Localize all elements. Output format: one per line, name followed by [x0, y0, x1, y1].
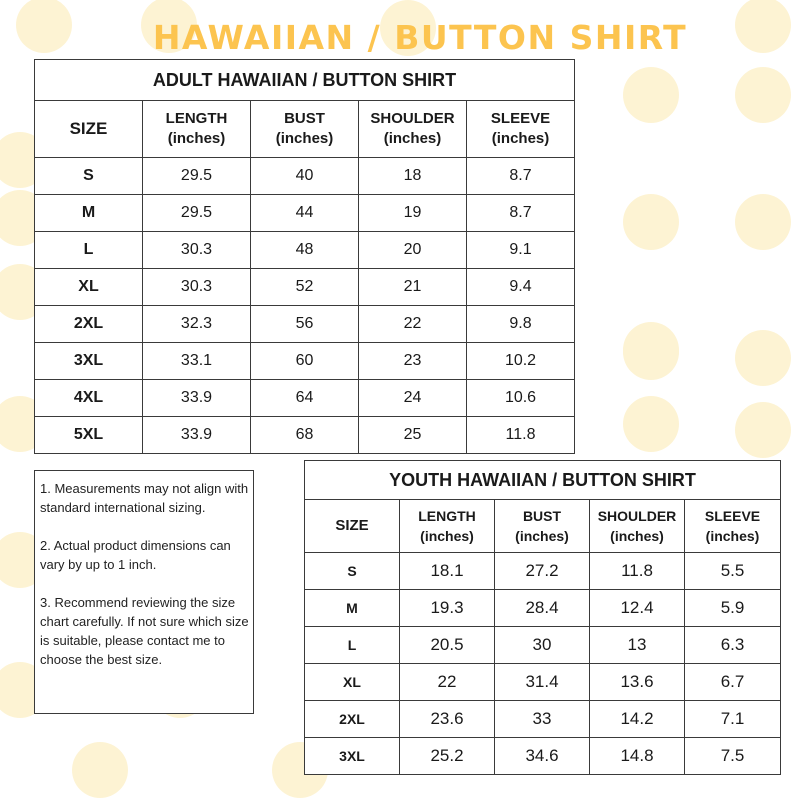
value-cell: 19 — [359, 195, 467, 232]
value-cell: 25.2 — [400, 738, 495, 775]
youth-row-m — [305, 590, 781, 627]
value-cell: 6.3 — [685, 627, 781, 664]
adult-table-body — [35, 158, 575, 454]
size-cell: 4XL — [35, 380, 143, 417]
value-cell: 9.4 — [467, 269, 575, 306]
size-cell: XL — [305, 664, 400, 701]
value-cell: 6.7 — [685, 664, 781, 701]
value-cell: 29.5 — [143, 158, 251, 195]
value-cell: 29.5 — [143, 195, 251, 232]
value-cell: 14.8 — [590, 738, 685, 775]
note-2: 2. Actual product dimensions can vary by up to 1 inch. — [40, 538, 231, 572]
size-cell: L — [305, 627, 400, 664]
size-cell: L — [35, 232, 143, 269]
size-cell: 5XL — [35, 417, 143, 454]
youth-table-caption: YOUTH HAWAIIAN / BUTTON SHIRT — [305, 461, 781, 500]
value-cell: 22 — [400, 664, 495, 701]
youth-row-3xl — [305, 738, 781, 775]
value-cell: 44 — [251, 195, 359, 232]
value-cell: 28.4 — [495, 590, 590, 627]
adult-row-4xl — [35, 380, 575, 417]
adult-size-table — [34, 59, 575, 454]
polka-dot — [72, 742, 128, 798]
value-cell: 5.9 — [685, 590, 781, 627]
value-cell: 25 — [359, 417, 467, 454]
value-cell: 31.4 — [495, 664, 590, 701]
polka-dot — [735, 330, 791, 386]
adult-row-3xl — [35, 343, 575, 380]
value-cell: 30.3 — [143, 232, 251, 269]
value-cell: 12.4 — [590, 590, 685, 627]
value-cell: 34.6 — [495, 738, 590, 775]
adult-header-size: SIZE — [35, 101, 143, 158]
value-cell: 68 — [251, 417, 359, 454]
size-cell: 3XL — [35, 343, 143, 380]
value-cell: 60 — [251, 343, 359, 380]
value-cell: 23.6 — [400, 701, 495, 738]
adult-row-l — [35, 232, 575, 269]
size-cell: M — [305, 590, 400, 627]
polka-dot — [623, 67, 679, 123]
size-cell: 2XL — [305, 701, 400, 738]
polka-dot — [623, 396, 679, 452]
value-cell: 7.1 — [685, 701, 781, 738]
adult-row-s — [35, 158, 575, 195]
value-cell: 33.1 — [143, 343, 251, 380]
value-cell: 20 — [359, 232, 467, 269]
value-cell: 33.9 — [143, 380, 251, 417]
value-cell: 30 — [495, 627, 590, 664]
value-cell: 30.3 — [143, 269, 251, 306]
youth-header-length: LENGTH (inches) — [400, 500, 495, 553]
youth-row-s — [305, 553, 781, 590]
youth-header-bust: BUST (inches) — [495, 500, 590, 553]
adult-header-length: LENGTH (inches) — [143, 101, 251, 158]
value-cell: 24 — [359, 380, 467, 417]
note-1: 1. Measurements may not align with standard international sizing. — [40, 481, 249, 515]
value-cell: 40 — [251, 158, 359, 195]
adult-table-caption: ADULT HAWAIIAN / BUTTON SHIRT — [35, 60, 575, 101]
polka-dot — [735, 194, 791, 250]
value-cell: 9.8 — [467, 306, 575, 343]
value-cell: 64 — [251, 380, 359, 417]
value-cell: 8.7 — [467, 158, 575, 195]
youth-header-shoulder: SHOULDER (inches) — [590, 500, 685, 553]
youth-row-2xl — [305, 701, 781, 738]
page-title: HAWAIIAN / BUTTON SHIRT — [152, 18, 688, 57]
size-cell: M — [35, 195, 143, 232]
adult-row-xl — [35, 269, 575, 306]
polka-dot — [623, 322, 679, 378]
value-cell: 11.8 — [590, 553, 685, 590]
value-cell: 19.3 — [400, 590, 495, 627]
youth-row-xl — [305, 664, 781, 701]
notes-box — [34, 470, 254, 714]
youth-row-l — [305, 627, 781, 664]
youth-header-sleeve: SLEEVE (inches) — [685, 500, 781, 553]
youth-table-body — [305, 553, 781, 775]
value-cell: 13 — [590, 627, 685, 664]
adult-row-5xl — [35, 417, 575, 454]
value-cell: 32.3 — [143, 306, 251, 343]
value-cell: 23 — [359, 343, 467, 380]
value-cell: 22 — [359, 306, 467, 343]
value-cell: 33 — [495, 701, 590, 738]
adult-row-m — [35, 195, 575, 232]
size-cell: S — [35, 158, 143, 195]
value-cell: 52 — [251, 269, 359, 306]
adult-row-2xl — [35, 306, 575, 343]
size-cell: XL — [35, 269, 143, 306]
value-cell: 10.6 — [467, 380, 575, 417]
adult-header-bust: BUST (inches) — [251, 101, 359, 158]
polka-dot — [623, 194, 679, 250]
youth-size-table — [304, 460, 781, 775]
value-cell: 20.5 — [400, 627, 495, 664]
value-cell: 10.2 — [467, 343, 575, 380]
value-cell: 33.9 — [143, 417, 251, 454]
value-cell: 7.5 — [685, 738, 781, 775]
value-cell: 18 — [359, 158, 467, 195]
value-cell: 18.1 — [400, 553, 495, 590]
value-cell: 11.8 — [467, 417, 575, 454]
size-cell: S — [305, 553, 400, 590]
value-cell: 27.2 — [495, 553, 590, 590]
value-cell: 9.1 — [467, 232, 575, 269]
value-cell: 14.2 — [590, 701, 685, 738]
value-cell: 21 — [359, 269, 467, 306]
value-cell: 8.7 — [467, 195, 575, 232]
youth-header-size: SIZE — [305, 500, 400, 553]
polka-dot — [735, 67, 791, 123]
value-cell: 48 — [251, 232, 359, 269]
value-cell: 56 — [251, 306, 359, 343]
polka-dot — [735, 402, 791, 458]
adult-header-sleeve: SLEEVE (inches) — [467, 101, 575, 158]
adult-header-shoulder: SHOULDER (inches) — [359, 101, 467, 158]
value-cell: 5.5 — [685, 553, 781, 590]
size-cell: 3XL — [305, 738, 400, 775]
size-cell: 2XL — [35, 306, 143, 343]
value-cell: 13.6 — [590, 664, 685, 701]
note-3: 3. Recommend reviewing the size chart carefully. If not sure which size is suitable, please contact me to choose the best size. — [40, 595, 249, 667]
